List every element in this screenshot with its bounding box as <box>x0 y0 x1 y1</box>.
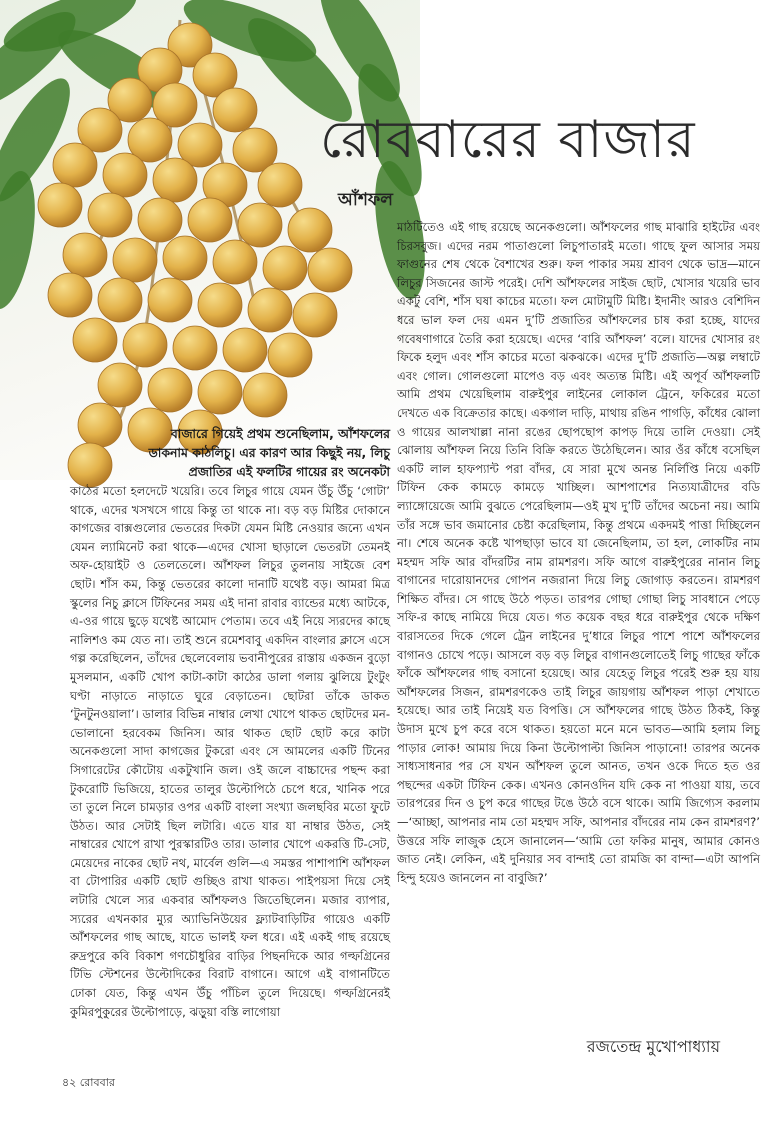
longan-fruit <box>48 273 92 317</box>
longan-fruit <box>238 203 282 247</box>
section-masthead: রোববারের বাজার <box>320 110 696 170</box>
page-folio: ৪২ রোববার <box>62 1076 115 1089</box>
left-column-text: কাঠের মতো হলদেটে খয়েরি। তবে লিচুর গায়ে যেমন উঁচু উঁচু ‘গোটা’ থাকে, এদের খসখসে গায়ে কিন্তু তা থাকে না। বড় বড় মিষ্টির দোকানে কাগজের বাক্সগুলোর ভেতরের দিকটা যেমন মিষ্টি নেওয়ার জন্যে এখন যেমন ল্যামিনেট করা থাকে—এদের খোসা ছাড়ালে ভেতরটা তেমনই অফ-হোয়াইট ও তেলতেলে। আঁশফল লিচুর তুলনায় সাইজে বেশ ছোট। শাঁস কম, কিন্তু ভেতরের কালো দানাটি যথেষ্ট বড়। আমরা মিত্র স্কুলের নিচু ক্লাসে টিফিনের সময় এই দানা রাবার ব্যান্ডের মধ্যে আটকে, এ-ওর গায়ে ছুড়ে যথেষ্ট আমোদ পেতাম। তবে এই নিয়ে স্যরদের কাছে নালিশও কম যেত না। তাই শুনে রমেশবাবু একদিন বাংলার ক্লাসে এসে গল্প করেছিলেন, তাঁদের ছেলেবেলায় ভবানীপুরের রাস্তায় একজন বুড়ো মুসলমান, একটি খোপ কাটা-কাটা কাঠের ডালা গলায় ঝুলিয়ে টুংটুং ঘণ্টা নাড়াতে নাড়াতে ঘুরে বেড়াতেন। ছোটরা তাঁকে ডাকত ‘টুনটুনওয়ালা’। ডালার বিভিন্ন নাম্বার লেখা খোপে থাকত ছোটদের মন-ভোলানো হরবেকম জিনিস। আর থাকত ছোট ছোট করে কাটা অনেকগুলো সাদা কাগজের টুকরো এবং সে আমলের একটি টিনের সিগারেটের কৌটোয় একটুখানি জল। ওই জলে বাচ্চাদের পছন্দ করা টুকরোটি ভিজিয়ে, হাতের তালুর উল্টোপিঠে চেপে ধরে, খানিক পরে তা তুলে নিলে চামড়ার ওপর একটি বাংলা সংখ্যা জলছবির মতো ফুটে উঠত। আর সেটাই ছিল লটারি। এতে যার যা নাম্বার উঠত, সেই নাম্বারের খোপে রাখা পুরস্কারটিও তার। ডালার খোপে একরত্তি টি-সেট, মেয়েদের নাকের ছোট নথ, মার্বেল গুলি—এ সমস্তর পাশাপাশি আঁশফল বা টোপারির একটি ছোট গুচ্ছিও রাখা থাকত। পাইপয়সা দিয়ে সেই লটারি খেলে স্যর একবার আঁশফলও জিতেছিলেন। মজার ব্যাপার, স্যরের এখনকার ম্যুর অ্যাভিনিউয়ের ফ্ল্যাটবাড়িটির গায়েও একটি আঁশফলের গাছ আছে, যাতে ভালই ফল ধরে। এই একই গাছ রয়েছে রুদ্রপুরে কবি বিকাশ গণচৌধুরির বাড়ির পিছনদিকে আর গল্ফগ্রিনের টিভি স্টেশনের উল্টোদিকের বিরাট বাগানে। আগে এই বাগানটিতে ঢোকা যেত, কিন্তু এখন উঁচু পাঁচিল তুলে দিয়েছে। গল্ফগ্রিনেরই কুমিরপুকুরের উল্টোপাড়ে, ঝড়ুয়া বস্তি লাগোয়া <box>70 484 390 1019</box>
right-column-text: মাঠটিতেও এই গাছ রয়েছে অনেকগুলো। আঁশফলের গাছ মাঝারি হাইটের এবং চিরসবুজ। এদের নরম পাতাগুলো লিচুপাতারই মতো। গাছে ফুল আসার সময় ফাগুনের শেষ থেকে বৈশাখের শুরু। ফল পাকার সময় শ্রাবণ থেকে ভাদ্র—মানে লিচুর সিজনের জাস্ট পরেই। দেশি আঁশফলের সাইজ ছোট, খোসার খয়েরি ভাব একটু বেশি, শাঁস ঘষা কাচের মতো। ফল মোটামুটি মিষ্টি। ইদানীং আরও বেশিদিন ধরে ভাল ফল দেয় এমন দু’টি প্রজাতির আঁশফলের চাষ করা হচ্ছে, যাদের গবেষণাগারে তৈরি করা হয়েছে। এদের ‘বারি আঁশফল’ বলে। যাদের খোসার রং ফিকে হলুদ এবং শাঁস কাচের মতো ঝকঝকে। এদের দু’টি প্রজাতি—অল্প লম্বাটে এবং গোল। গোলগুলো মাপেও বড় এবং অত্যন্ত মিষ্টি। এই অপূর্ব আঁশফলটি আমি প্রথম খেয়েছিলাম বারুইপুর লাইনের লোকাল ট্রেনে, ফকিরের মতো দেখতে এক বিক্রেতার কাছে। একগাল দাড়ি, মাথায় রঙিন পাগড়ি, কাঁধের ঝোলা ও গায়ের আলখাল্লা নানা রঙের ছোপছোপ কাপড় দিয়ে তালি দেওয়া। সেই ঝোলায় আঁশফল নিয়ে তিনি বিক্রি করতে উঠেছিলেন। আর ওঁর কাঁধে বসেছিল একটি লাল হাফপ্যান্ট পরা বাঁদর, যে সারা মুখে অনন্ত নির্লিপ্তি নিয়ে একটি টিফিন কেক কামড়ে কামড়ে খাচ্ছিল। আশপাশের নিত্যযাত্রীদের বডি ল্যাঙ্গোয়েজে আমি বুঝতে পেরেছিলাম—ওই মুখ দু’টি তাঁদের অচেনা নয়। আমি তাঁর সঙ্গে ভাব জমানোর চেষ্টা করেছিলাম, কিন্তু প্রথমে একদমই পাত্তা দিচ্ছিলেন না। শেষে অনেক কষ্টে খাপছাড়া ভাবে যা জেনেছিলাম, তা হল, লোকটির নাম মহম্মদ সফি আর বাঁদরটির নাম রামশরণ। সফি আগে বারুইপুরের নানান লিচু বাগানের দারোয়ানদের গোপন নজরানা দিয়ে লিচু জোগাড় করতেন। রামশরণ শিক্ষিত বাঁদর। সে গাছে উঠে পড়ত। তারপর গোছা গোছা লিচু সাবধানে পেড়ে সফি-র কাছে নামিয়ে দিয়ে যেত। গত কয়েক বছর ধরে বারুইপুর থেকে দক্ষিণ বারাসতের দিকে গেলে ট্রেন লাইনের দু’ধারে লিচুর পাশে পাশে আঁশফলের বাগানও চোখে পড়ে। আসলে বড় বড় লিচুর বাগানগুলোতেই লিচু গাছের ফাঁকে ফাঁকে আঁশফলের গাছ বসানো হয়েছে। আর যেহেতু লিচুর পরেই শুরু হয় যায় আঁশফলের সিজন, রামশরণকেও তাই লিচুর জায়গায় আঁশফল পাড়া শেখাতে হয়েছে। আর তাই নিয়েই যত বিপত্তি। সে আঁশফলের গাছে উঠত ঠিকই, কিন্তু উদাস মুখে চুপ করে বসে থাকত। হয়তো মনে মনে ভাবত—আমি হলাম লিচু পাড়ার লোক! আমায় দিয়ে কিনা উল্টোপাল্টা জিনিস পাড়ানো! তারপর অনেক সাধ্যসাধনার পর সে যখন আঁশফল তুলে আনত, তখন ওকে দিতে হত ওর পছন্দের একটা টিফিন কেক। এখনও কোনওদিন যদি কেক না পাওয়া যায়, তবে তারপরের দিন ও চুপ করে গাছের টঙে উঠে বসে থাকে। আমি জিগ্যেস করলাম—‘আচ্ছা, আপনার নাম তো মহম্মদ সফি, আপনার বাঁদরের নাম কেন রামশরণ?’ উত্তরে সফি লাজুক হেসে জানালেন—‘আমি তো ফকির মানুষ, আমার কোনও জাত নেই। লেকিন, এই দুনিয়ার সব বান্দাই তো রামজি কা বান্দা—এটা আপনি হিন্দু হয়েও জানলেন না বাবুজি?’ <box>397 220 760 885</box>
longan-fruit <box>113 238 157 282</box>
longan-fruit <box>68 443 112 487</box>
author-byline: রজতেন্দ্র মুখোপাধ্যায় <box>586 1037 720 1056</box>
article-column-right <box>397 218 760 1026</box>
longan-fruit <box>293 293 337 337</box>
longan-fruit <box>153 158 197 202</box>
longan-fruit <box>308 248 352 292</box>
leaf-shape <box>0 167 44 313</box>
longan-fruit <box>148 368 192 412</box>
longan-fruit <box>213 88 257 132</box>
longan-fruit <box>288 208 332 252</box>
longan-fruit <box>213 240 257 284</box>
longan-fruit <box>258 163 302 207</box>
longan-fruit <box>63 233 107 277</box>
longan-fruit <box>198 283 242 327</box>
longan-fruit <box>268 333 312 377</box>
longan-fruit <box>78 403 122 447</box>
longan-fruit <box>173 326 217 370</box>
longan-fruit <box>53 143 97 187</box>
longan-fruit <box>188 198 232 242</box>
article-title: আঁশফল <box>338 190 393 210</box>
longan-fruit <box>263 246 307 290</box>
longan-fruit <box>198 370 242 414</box>
longan-fruit <box>98 363 142 407</box>
longan-fruit <box>248 288 292 332</box>
longan-fruit <box>103 153 147 197</box>
article-column-left <box>70 482 390 1060</box>
longan-fruit <box>123 323 167 367</box>
longan-fruit <box>243 373 287 417</box>
longan-fruit <box>98 278 142 322</box>
longan-fruit <box>138 198 182 242</box>
longan-fruit <box>223 328 267 372</box>
longan-fruit <box>88 193 132 237</box>
longan-photo <box>0 0 420 480</box>
longan-fruit <box>163 236 207 280</box>
longan-fruit <box>148 278 192 322</box>
longan-fruit <box>73 318 117 362</box>
article-lead: বাজারে গিয়েই প্রথম শুনেছিলাম, আঁশফলের ডাকনাম কাঠলিচু। এর কারণ আর কিছুই নয়, লিচু প্রজাতির এই ফলটির গায়ের রং অনেকটা <box>148 426 390 479</box>
longan-fruit <box>38 183 82 227</box>
